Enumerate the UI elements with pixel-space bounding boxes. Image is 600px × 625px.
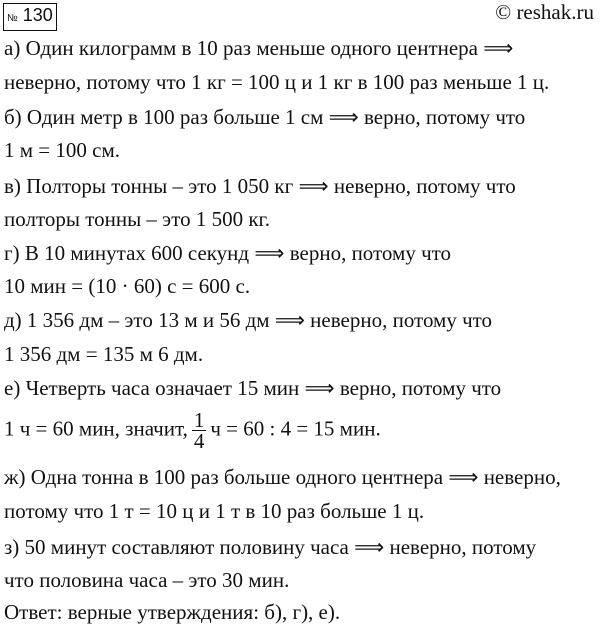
text-line: в) Полторы тонны – это 1 050 кг ⟹ неверно, потому что [4, 174, 516, 198]
text-line: 10 мин = (10 · 60) с = 600 с. [4, 274, 251, 298]
fraction-numerator: 1 [193, 408, 205, 432]
fraction-line-after: ч = 60 : 4 = 15 мин. [210, 416, 381, 441]
text-line: б) Один метр в 100 раз больше 1 см ⟹ верно, потому что [4, 105, 526, 129]
fraction-denominator: 4 [193, 429, 205, 453]
text-line: д) 1 356 дм – это 13 м и 56 дм ⟹ неверно, потому что [4, 308, 493, 332]
text-line: полторы тонны – это 1 500 кг. [4, 207, 271, 231]
text-line: г) В 10 минутах 600 секунд ⟹ верно, потому что [4, 241, 452, 265]
text-line: 1 м = 100 см. [4, 138, 120, 162]
text-line: 1 356 дм = 135 м 6 дм. [4, 342, 204, 366]
problem-number: 130 [22, 5, 53, 25]
text-line: а) Один килограмм в 10 раз меньше одного центнера ⟹ [4, 36, 514, 60]
text-line: неверно, потому что 1 кг = 100 ц и 1 кг в 100 раз меньше 1 ц. [4, 70, 550, 94]
text-line: ж) Одна тонна в 100 раз больше одного центнера ⟹ неверно, [4, 465, 561, 489]
fraction [192, 410, 207, 451]
number-sign: № [7, 13, 18, 24]
fraction-line [4, 410, 381, 451]
text-line: потому что 1 т = 10 ц и 1 т в 10 раз больше 1 ц. [4, 499, 425, 523]
answer-line: Ответ: верные утверждения: б), г), е). [4, 600, 341, 624]
text-line: з) 50 минут составляют половину часа ⟹ неверно, потому [4, 535, 537, 559]
text-line: что половина часа – это 30 мин. [4, 568, 290, 592]
problem-number-badge [3, 3, 57, 31]
watermark: © reshak.ru [495, 0, 594, 24]
text-line: е) Четверть часа означает 15 мин ⟹ верно, потому что [4, 376, 502, 400]
fraction-line-before: 1 ч = 60 мин, значит, [4, 416, 188, 441]
